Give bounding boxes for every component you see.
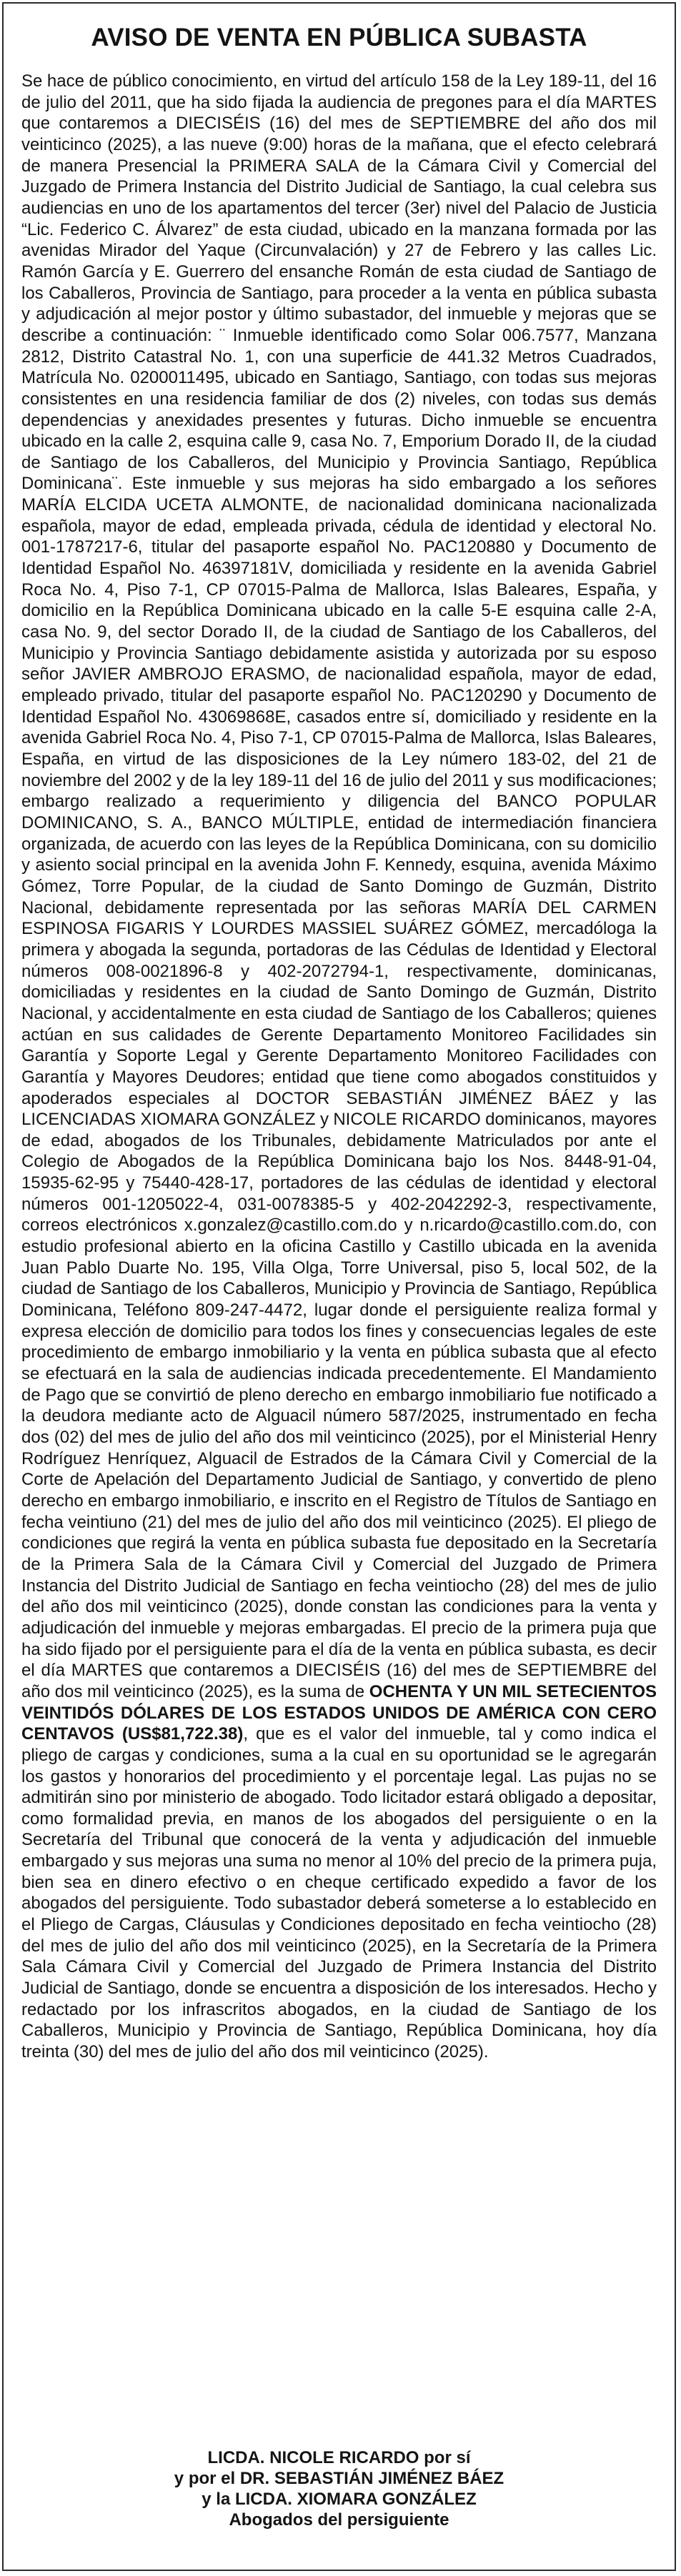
notice-paragraph [21,71,657,2063]
notice-body-part2: , que es el valor del inmueble, tal y como indica el pliego de cargas y condiciones, suma a la cual en su oportunidad se le agregarán los gastos y honorarios del procedimiento y el porcentaje legal. Las pujas no se admitirán sino por ministerio de abogado. Todo licitador estará obligado a depositar, como formalidad previa, en manos de los abogados del persiguiente o en la Secretaría del Tribunal que conocerá de la venta y adjudicación del inmueble embargado y sus mejoras una suma no menor al 10% del precio de la primera puja, bien sea en dinero efectivo o en cheque certificado expedido a favor de los abogados del persiguiente. Todo subastador deberá someterse a lo establecido en el Pliego de Cargas, Cláusulas y Condiciones depositado en fecha veintiocho (28) del mes de julio del año dos mil veinticinco (2025), en la Secretaría de la Primera Sala Cámara Civil y Comercial del Juzgado de Primera Instancia del Distrito Judicial de Santiago, donde se encuentra a disposición de los interesados. Hecho y redactado por los infrascritos abogados, en la ciudad de Santiago de los Caballeros, Municipio y Provincia de Santiago, República Dominicana, hoy día treinta (30) del mes de julio del año dos mil veinticinco (2025). [21,1724,657,2062]
signature-block [4,2447,675,2530]
notice-body-part1: Se hace de público conocimiento, en virtud del artículo 158 de la Ley 189-11, del 16 de julio del 2011, que ha sido fijada la audiencia de pregones para el día MARTES que contaremos a DIECISÉIS (16) del mes de SEPTIEMBRE del año dos mil veinticinco (2025), a las nueve (9:00) horas de la mañana, que el efecto celebrará de manera Presencial la PRIMERA SALA de la Cámara Civil y Comercial del Juzgado de Primera Instancia del Distrito Judicial de Santiago, la cual celebra sus audiencias en uno de los apartamentos del tercer (3er) nivel del Palacio de Justicia “Lic. Federico C. Álvarez” de esta ciudad, ubicado en la manzana formada por las avenidas Mirador del Yaque (Circunvalación) y 27 de Febrero y las calles Lic. Ramón García y E. Guerrero del ensanche Román de esta ciudad de Santiago de los Caballeros, Provincia de Santiago, para proceder a la venta en pública subasta y adjudicación al mejor postor y último subastador, del inmueble y mejoras que se describe a continuación: ¨ Inmueble identificado como Solar 006.7577, Manzana 2812, Distrito Catastral No. 1, con una superficie de 441.32 Metros Cuadrados, Matrícula No. 0200011495, ubicado en Santiago, Santiago, con todas sus mejoras consistentes en una residencia familiar de dos (2) niveles, con todas sus demás dependencias y anexidades presentes y futuras. Dicho inmueble se encuentra ubicado en la calle 2, esquina calle 9, casa No. 7, Emporium Dorado II, de la ciudad de Santiago de los Caballeros, del Municipio y Provincia Santiago, República Dominicana¨. Este inmueble y sus mejoras ha sido embargado a los señores MARÍA ELCIDA UCETA ALMONTE, de nacionalidad dominicana nacionalizada española, mayor de edad, empleada privada, cédula de identidad y electoral No. 001-1787217-6, titular del pasaporte español No. PAC120880 y Documento de Identidad Español No. 46397181V, domiciliada y residente en la avenida Gabriel Roca No. 4, Piso 7-1, CP 07015-Palma de Mallorca, Islas Baleares, España, y domicilio en la República Dominicana ubicado en la calle 5-E esquina calle 2-A, casa No. 9, del sector Dorado II, de la ciudad de Santiago de los Caballeros, del Municipio y Provincia Santiago debidamente asistida y autorizada por su esposo señor JAVIER AMBROJO ERASMO, de nacionalidad española, mayor de edad, empleado privado, titular del pasaporte español No. PAC120290 y Documento de Identidad Español No. 43069868E, casados entre sí, domiciliado y residente en la avenida Gabriel Roca No. 4, Piso 7-1, CP 07015-Palma de Mallorca, Islas Baleares, España, en virtud de las disposiciones de la Ley número 183-02, del 21 de noviembre del 2002 y de la ley 189-11 del 16 de julio del 2011 y sus modificaciones; embargo realizado a requerimiento y diligencia del BANCO POPULAR DOMINICANO, S. A., BANCO MÚLTIPLE, entidad de intermediación financiera organizada, de acuerdo con las leyes de la República Dominicana, con su domicilio y asiento social principal en la avenida John F. Kennedy, esquina, avenida Máximo Gómez, Torre Popular, de la ciudad de Santo Domingo de Guzmán, Distrito Nacional, debidamente representada por las señoras MARÍA DEL CARMEN ESPINOSA FIGARIS Y LOURDES MASSIEL SUÁREZ GÓMEZ, mercadóloga la primera y abogada la segunda, portadoras de las Cédulas de Identidad y Electoral números 008-0021896-8 y 402-2072794-1, respectivamente, dominicanas, domiciliadas y residentes en la ciudad de Santo Domingo de Guzmán, Distrito Nacional, y accidentalmente en esta ciudad de Santiago de los Caballeros; quienes actúan en sus calidades de Gerente Departamento Monitoreo Facilidades sin Garantía y Soporte Legal y Gerente Departamento Monitoreo Facilidades con Garantía y Mayores Deudores; entidad que tiene como abogados constituidos y apoderados especiales al DOCTOR SEBASTIÁN JIMÉNEZ BÁEZ y las LICENCIADAS XIOMARA GONZÁLEZ y NICOLE RICARDO dominicanos, mayores de edad, abogados de los Tribunales, debidamente Matriculados por ante el Colegio de Abogados de la República Dominicana bajo los Nos. 8448-91-04, 15935-62-95 y 75440-428-17, portadores de las cédulas de identidad y electoral números 001-1205022-4, 031-0078385-5 y 402-2042292-3, respectivamente, correos electrónicos x.gonzalez@castillo.com.do y n.ricardo@castillo.com.do, con estudio profesional abierto en la oficina Castillo y Castillo ubicada en la avenida Juan Pablo Duarte No. 195, Villa Olga, Torre Universal, piso 5, local 502, de la ciudad de Santiago de los Caballeros, Municipio y Provincia de Santiago, República Dominicana, Teléfono 809-247-4472, lugar donde el persiguiente realiza formal y expresa elección de domicilio para todos los fines y consecuencias legales de este procedimiento de embargo inmobiliario y la venta en pública subasta que al efecto se efectuará en la sala de audiencias indicada precedentemente. El Mandamiento de Pago que se convirtió de pleno derecho en embargo inmobiliario fue notificado a la deudora mediante acto de Alguacil número 587/2025, instrumentado en fecha dos (02) del mes de julio del año dos mil veinticinco (2025), por el Ministerial Henry Rodríguez Henríquez, Alguacil de Estrados de la Cámara Civil y Comercial de la Corte de Apelación del Departamento Judicial de Santiago, y convertido de pleno derecho en embargo inmobiliario, e inscrito en el Registro de Títulos de Santiago en fecha veintiuno (21) del mes de julio del año dos mil veinticinco (2025). El pliego de condiciones que regirá la venta en pública subasta fue depositado en la Secretaría de la Primera Sala de la Cámara Civil y Comercial del Juzgado de Primera Instancia del Distrito Judicial de Santiago en fecha veintiocho (28) del mes de julio del año dos mil veinticinco (2025), donde constan las condiciones para la venta y adjudicación del inmueble y mejoras embargadas. El precio de la primera puja que ha sido fijado por el persiguiente para el día de la venta en pública subasta, es decir el día MARTES que contaremos a DIECISÉIS (16) del mes de SEPTIEMBRE del año dos mil veinticinco (2025), es la suma de [21,71,657,1701]
notice-price: OCHENTA Y UN MIL SETECIENTOS VEINTIDÓS DÓLARES DE LOS ESTADOS UNIDOS DE AMÉRICA CON CERO CENTAVOS (US$81,722.38) [21,1681,657,1744]
notice-frame [2,2,676,2571]
signature-line-1: LICDA. NICOLE RICARDO por sí [207,2448,471,2467]
signature-line-2: y por el DR. SEBASTIÁN JIMÉNEZ BÁEZ [174,2469,504,2488]
signature-line-3: y la LICDA. XIOMARA GONZÁLEZ [202,2490,477,2509]
signature-line-4: Abogados del persiguiente [229,2510,449,2530]
notice-body [21,71,657,2063]
notice-title: AVISO DE VENTA EN PÚBLICA SUBASTA [91,24,587,51]
